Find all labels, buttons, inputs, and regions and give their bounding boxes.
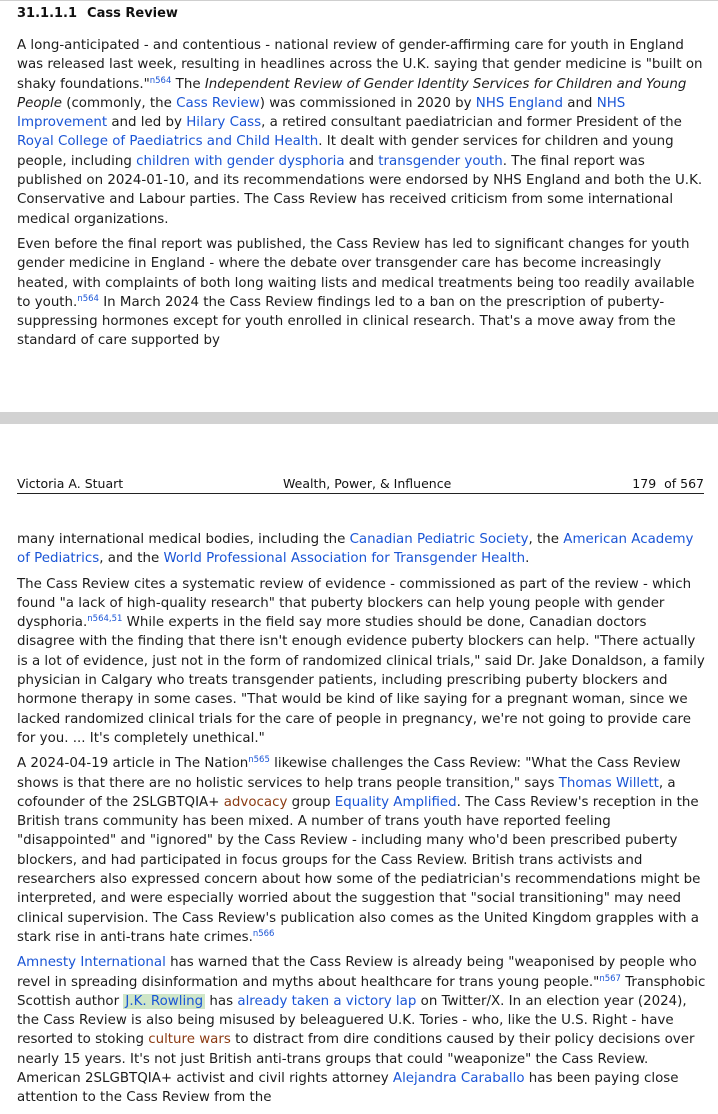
book-title: Wealth, Power, & Influence <box>283 476 452 491</box>
link-equality-amplified[interactable]: Equality Amplified <box>334 794 457 810</box>
text: Transphobic Scottish author <box>17 974 706 1009</box>
footnote-ref[interactable]: n565 <box>248 755 270 766</box>
text: , a retired consultant paediatrician and former President of the <box>261 115 682 131</box>
text: In March 2024 the Cass Review findings led to a ban on the prescription of puberty-suppressing hormones except for youth enrolled in clinical research. That's a move away from the standard of care supported by <box>17 294 676 349</box>
text: and <box>562 95 597 111</box>
text: , the <box>528 532 564 547</box>
page-bottom-body <box>17 530 707 1114</box>
text: many international medical bodies, including the <box>17 532 350 547</box>
link-alejandra-caraballo[interactable]: Alejandra Caraballo <box>392 1071 525 1087</box>
text: to distract from dire conditions caused by their policy decisions over nearly 15 years. It's not just British anti-trans groups that could "weaponize" the Cass Review. American 2SLGBTQIA+ activist and civil rights attorney <box>17 1032 695 1087</box>
footnote-ref[interactable]: n564 <box>149 75 172 86</box>
link-nhs-improvement[interactable]: NHS Improvement <box>17 95 626 131</box>
page-header-bar <box>17 476 704 494</box>
page-separator <box>0 412 718 424</box>
link-hilary-cass[interactable]: Hilary Cass <box>186 115 262 131</box>
link-canadian-pediatric-society[interactable]: Canadian Pediatric Society <box>349 532 529 547</box>
section-title: Cass Review <box>87 6 178 21</box>
text: . It dealt with gender services for children and young people, including <box>17 134 674 169</box>
paragraph-evidence <box>17 575 707 749</box>
text: A long-anticipated - and contentious - national review of gender-affirming care for youth in England was released last week, resulting in headlines across the U.K. saying that gender medicine is "built on shaky foundations." <box>17 38 703 92</box>
paragraph-amnesty <box>17 953 707 1107</box>
footnote-ref[interactable]: n564,51 <box>87 614 123 625</box>
footnote-ref[interactable]: n566 <box>252 928 275 939</box>
paragraph-changes <box>17 235 707 351</box>
text: likewise challenges the Cass Review: "What the Cass Review shows is that there are no holistic services to help trans people transition," says <box>17 756 681 791</box>
review-title: Independent Review of Gender Identity Services for Children and Young People <box>17 76 687 111</box>
section-number: 31.1.1.1 <box>17 6 78 21</box>
text: on Twitter/X. In an election year (2024), the Cass Review is also being misused by beleaguered U.K. Tories - who, like the U.S. Right - have resorted to stoking <box>17 993 687 1048</box>
page-bottom <box>0 424 718 1106</box>
text: , a cofounder of the 2SLGBTQIA+ <box>17 775 676 810</box>
link-thomas-willett[interactable]: Thomas Willett <box>558 775 659 791</box>
link-victory-lap[interactable]: already taken a victory lap <box>237 993 417 1009</box>
link-advocacy[interactable]: advocacy <box>223 794 288 810</box>
text: (commonly, the <box>61 95 177 111</box>
page-top <box>0 0 718 413</box>
link-culture-wars[interactable]: culture wars <box>148 1032 231 1048</box>
paragraph-continued <box>17 530 707 569</box>
text: While experts in the field say more studies should be done, Canadian doctors disagree with the finding that there isn't enough evidence puberty blockers can help. "There actually is a lot of evidence, just not in the form of randomized clinical trials," said Dr. Jake Donaldson, a family physician in Calgary who treats transgender patients, including prescribing puberty blockers and hormone therapy in some cases. "That would be kind of like saying for a pregnant woman, since we lacked randomized clinical trials for the care of people in pregnancy, we're not going to provide care for you. ... It's completely unethical." <box>17 615 705 746</box>
page-top-body <box>17 36 707 357</box>
text: ) was commissioned in 2020 by <box>259 95 476 111</box>
text: group <box>287 794 335 810</box>
text: Even before the final report was published, the Cass Review has led to significant changes for youth gender medicine in England - where the debate over transgender care has become increasingly heated, with complaints of both long waiting lists and medical treatments being too readily available to youth. <box>17 236 695 310</box>
link-nhs-england[interactable]: NHS England <box>475 95 563 111</box>
total-pages: of 567 <box>664 476 704 491</box>
text: . <box>525 551 530 567</box>
text: has <box>205 993 238 1009</box>
link-royal-college[interactable]: Royal College of Paediatrics and Child Health <box>17 134 319 150</box>
text: A 2024-04-19 article in The Nation <box>17 756 249 772</box>
paragraph-intro <box>17 36 707 229</box>
text: . The Cass Review's reception in the British trans community has been mixed. A number of trans youth have reported feeling "disappointed" and "ignored" by the Cass Review - including many who'd been prescribed puberty blockers, and had participated in focus groups for the Cass Review. British trans activists and researchers also expressed concern about how some of the pediatrician's recommendations might be interpreted, and were especially worried about the suggestion that "social transitioning" may need clinical supervision. The Cass Review's publication also comes as the United Kingdom grapples with a stark rise in anti-trans hate crimes. <box>17 794 701 945</box>
link-cass-review[interactable]: Cass Review <box>176 95 260 111</box>
link-transgender-youth[interactable]: transgender youth <box>378 153 503 169</box>
text: , and the <box>99 551 164 567</box>
text: The Cass Review cites a systematic review of evidence - commissioned as part of the review - which found "a lack of high-quality research" that puberty blockers can help young people with gender dysphoria. <box>17 576 692 631</box>
text: has warned that the Cass Review is already being "weaponised by people who revel in spreading disinformation and myths about healthcare for trans young people." <box>17 955 697 990</box>
footnote-ref[interactable]: n567 <box>599 973 621 984</box>
paragraph-the-nation <box>17 754 707 947</box>
text: and led by <box>107 115 187 131</box>
text: The <box>171 76 205 92</box>
link-wpath[interactable]: World Professional Association for Transgender Health <box>163 551 526 567</box>
author-name: Victoria A. Stuart <box>17 476 124 491</box>
section-heading <box>17 6 178 21</box>
page-number <box>632 476 704 491</box>
text: has been paying close attention to the Cass Review from the <box>17 1071 679 1106</box>
text: and <box>344 153 379 169</box>
current-page: 179 <box>632 476 657 491</box>
link-american-academy-pediatrics[interactable]: American Academy of Pediatrics <box>17 532 694 567</box>
link-gender-dysphoria[interactable]: children with gender dysphoria <box>136 153 345 169</box>
link-jk-rowling[interactable]: J.K. Rowling <box>125 993 204 1009</box>
link-amnesty-international[interactable]: Amnesty International <box>17 955 166 971</box>
footnote-ref[interactable]: n564 <box>77 293 99 304</box>
text: . The final report was published on 2024-01-10, and its recommendations were endorsed by NHS England and both the U.K. Conservative and Labour parties. The Cass Review has received criticism from some international medical organizations. <box>17 153 703 227</box>
